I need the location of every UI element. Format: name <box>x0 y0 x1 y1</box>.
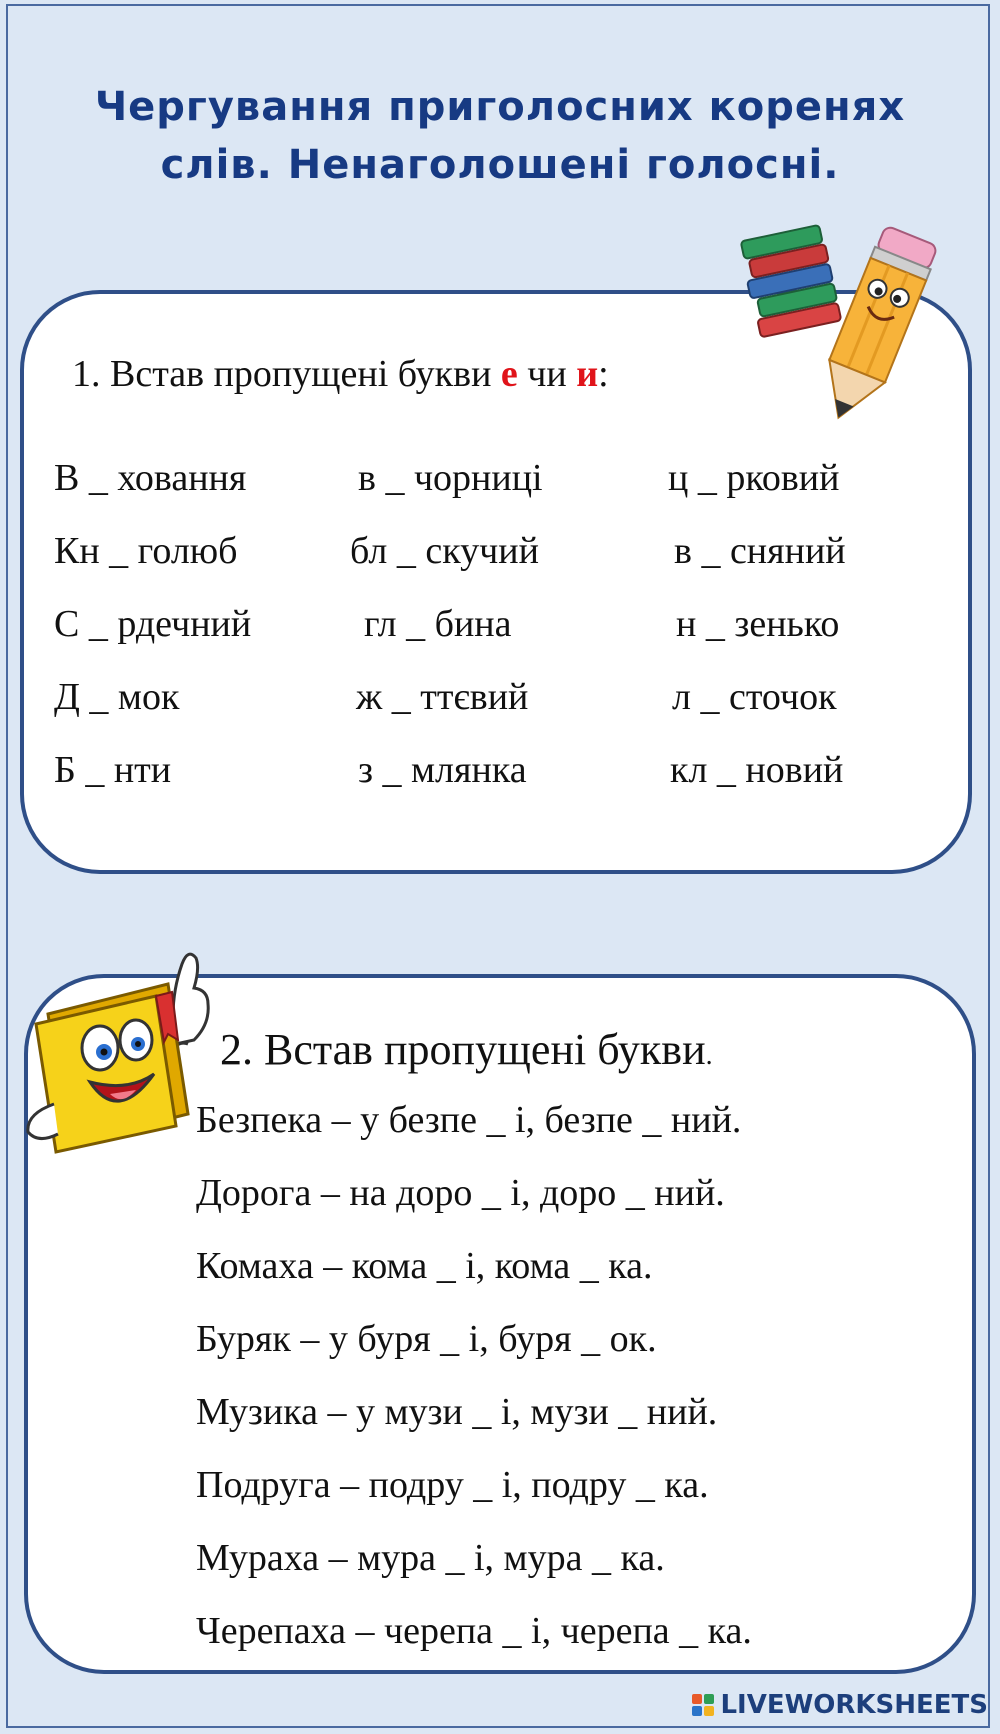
task2-heading-dot: . <box>705 1040 713 1071</box>
task1-word[interactable]: з _ млянка <box>358 749 527 791</box>
task2-sentence[interactable]: Дорога – на доро _ і, доро _ ний. <box>196 1172 725 1214</box>
task1-word[interactable]: Б _ нти <box>54 749 172 791</box>
task1-word[interactable]: ж _ ттєвий <box>356 676 529 718</box>
task1-word[interactable]: л _ сточок <box>672 676 837 718</box>
task2-heading <box>220 1024 713 1075</box>
task1-letter-y: и <box>576 353 599 395</box>
task2-sentence[interactable]: Музика – у музи _ і, музи _ ний. <box>196 1391 718 1433</box>
task1-word[interactable]: н _ зенько <box>676 603 840 645</box>
task2-heading-text: 2. Встав пропущені букви <box>220 1025 706 1074</box>
task1-heading-suffix: : <box>598 353 609 395</box>
task1-word[interactable]: В _ ховання <box>54 457 247 499</box>
task1-heading-mid: чи <box>517 353 577 395</box>
task2-sentence[interactable]: Подруга – подру _ і, подру _ ка. <box>196 1464 709 1506</box>
task1-word[interactable]: Д _ мок <box>54 676 180 718</box>
task1-letter-e: е <box>500 353 518 395</box>
cartoon-book-icon <box>18 944 218 1164</box>
task1-heading-prefix: 1. Встав пропущені букви <box>72 353 501 395</box>
task1-word[interactable]: бл _ скучий <box>350 530 539 572</box>
task1-heading <box>72 352 609 396</box>
task1-word[interactable]: Кн _ голюб <box>54 530 238 572</box>
task1-word[interactable]: С _ рдечний <box>54 603 252 645</box>
task2-sentence[interactable]: Черепаха – черепа _ і, черепа _ ка. <box>196 1610 752 1652</box>
task1-word[interactable]: в _ чорниці <box>358 457 543 499</box>
task2-sentence[interactable]: Мураха – мура _ і, мура _ ка. <box>196 1537 665 1579</box>
task1-word[interactable]: кл _ новий <box>670 749 844 791</box>
title-line-1: Чергування приголосних коренях <box>94 84 906 130</box>
task2-sentence[interactable]: Безпека – у безпе _ і, безпе _ ний. <box>196 1099 742 1141</box>
task1-word[interactable]: ц _ рковий <box>668 457 840 499</box>
task2-sentence[interactable]: Комаха – кома _ і, кома _ ка. <box>196 1245 653 1287</box>
task1-word[interactable]: в _ сняний <box>674 530 846 572</box>
page-title <box>40 78 960 194</box>
title-line-2: слів. Ненаголошені голосні. <box>160 142 840 188</box>
logo-text: LIVEWORKSHEETS <box>720 1690 988 1720</box>
task1-word[interactable]: гл _ бина <box>364 603 512 645</box>
liveworksheets-logo <box>692 1690 988 1720</box>
task2-sentence[interactable]: Буряк – у буря _ і, буря _ ок. <box>196 1318 657 1360</box>
pencil-with-books-icon <box>740 200 960 440</box>
logo-mark-icon <box>692 1694 714 1716</box>
